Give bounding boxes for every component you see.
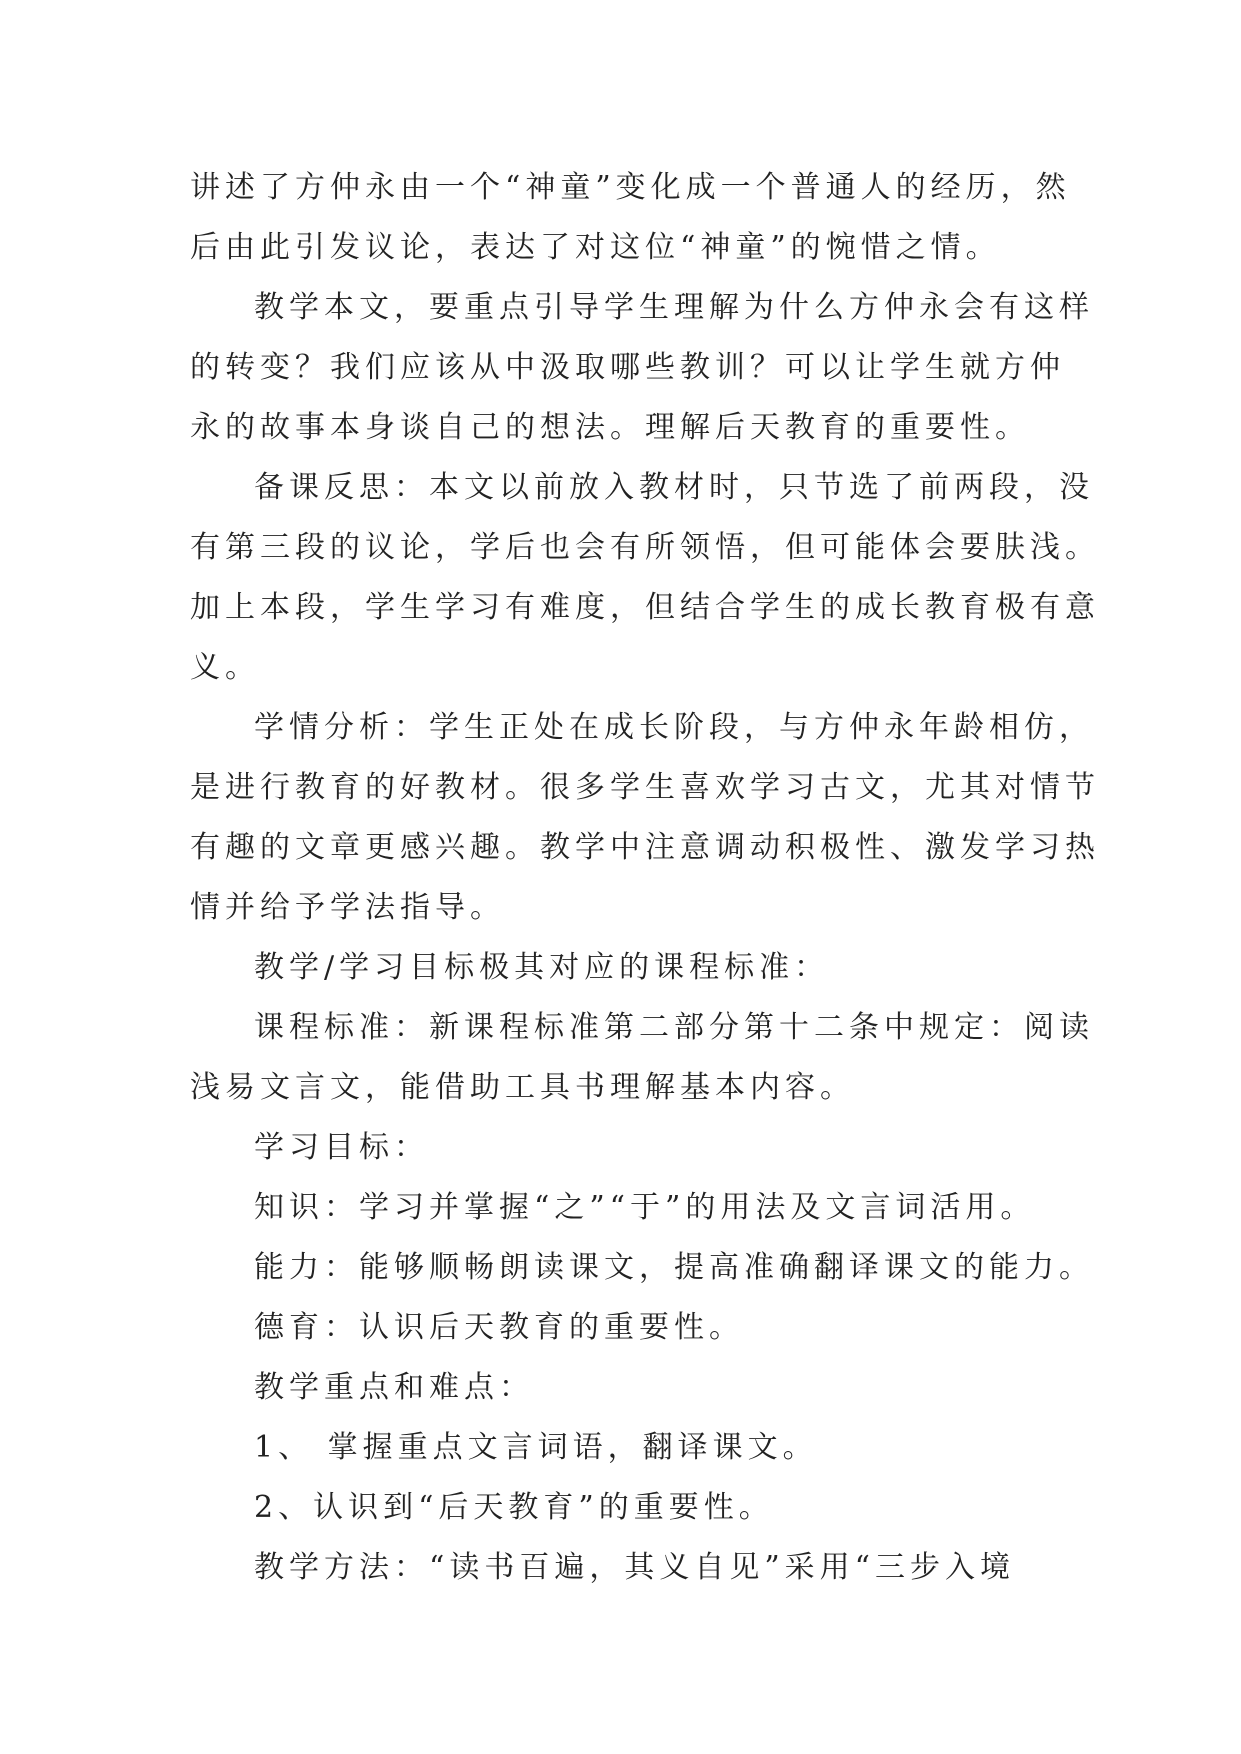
objective-moral: 德育：认识后天教育的重要性。 (254, 1310, 744, 1345)
section-heading: 教学重点和难点： (254, 1370, 534, 1405)
text-line: 情并给予学法指导。 (190, 890, 505, 925)
text-line: 是进行教育的好教材。很多学生喜欢学习古文，尤其对情节 (190, 770, 1100, 805)
text-line: 永的故事本身谈自己的想法。理解后天教育的重要性。 (190, 410, 1030, 445)
paragraph-start: 备课反思：本文以前放入教材时，只节选了前两段，没 (254, 470, 1094, 505)
paragraph-start: 课程标准：新课程标准第二部分第十二条中规定：阅读 (254, 1010, 1094, 1045)
list-item: 1、 掌握重点文言词语，翻译课文。 (254, 1430, 818, 1465)
section-heading: 学习目标： (254, 1130, 429, 1165)
document-body (190, 158, 1100, 1598)
text-line: 后由此引发议论，表达了对这位“神童”的惋惜之情。 (190, 230, 1001, 265)
list-item: 2、认识到“后天教育”的重要性。 (254, 1490, 774, 1525)
text-line: 讲述了方仲永由一个“神童”变化成一个普通人的经历，然 (190, 170, 1071, 205)
paragraph-start: 教学本文，要重点引导学生理解为什么方仲永会有这样 (254, 290, 1094, 325)
text-line: 的转变？我们应该从中汲取哪些教训？可以让学生就方仲 (190, 350, 1065, 385)
paragraph-start: 教学/学习目标极其对应的课程标准： (254, 950, 830, 985)
text-line: 加上本段，学生学习有难度，但结合学生的成长教育极有意 (190, 590, 1100, 625)
text-line: 有第三段的议论，学后也会有所领悟，但可能体会要肤浅。 (190, 530, 1100, 565)
objective-ability: 能力：能够顺畅朗读课文，提高准确翻译课文的能力。 (254, 1250, 1094, 1285)
text-line: 有趣的文章更感兴趣。教学中注意调动积极性、激发学习热 (190, 830, 1100, 865)
paragraph-start: 学情分析：学生正处在成长阶段，与方仲永年龄相仿， (254, 710, 1094, 745)
text-line: 义。 (190, 650, 260, 685)
paragraph-start: 教学方法：“读书百遍，其义自见”采用“三步入境 (254, 1550, 1016, 1585)
objective-knowledge: 知识：学习并掌握“之”“于”的用法及文言词活用。 (254, 1190, 1036, 1225)
text-line: 浅易文言文，能借助工具书理解基本内容。 (190, 1070, 855, 1105)
